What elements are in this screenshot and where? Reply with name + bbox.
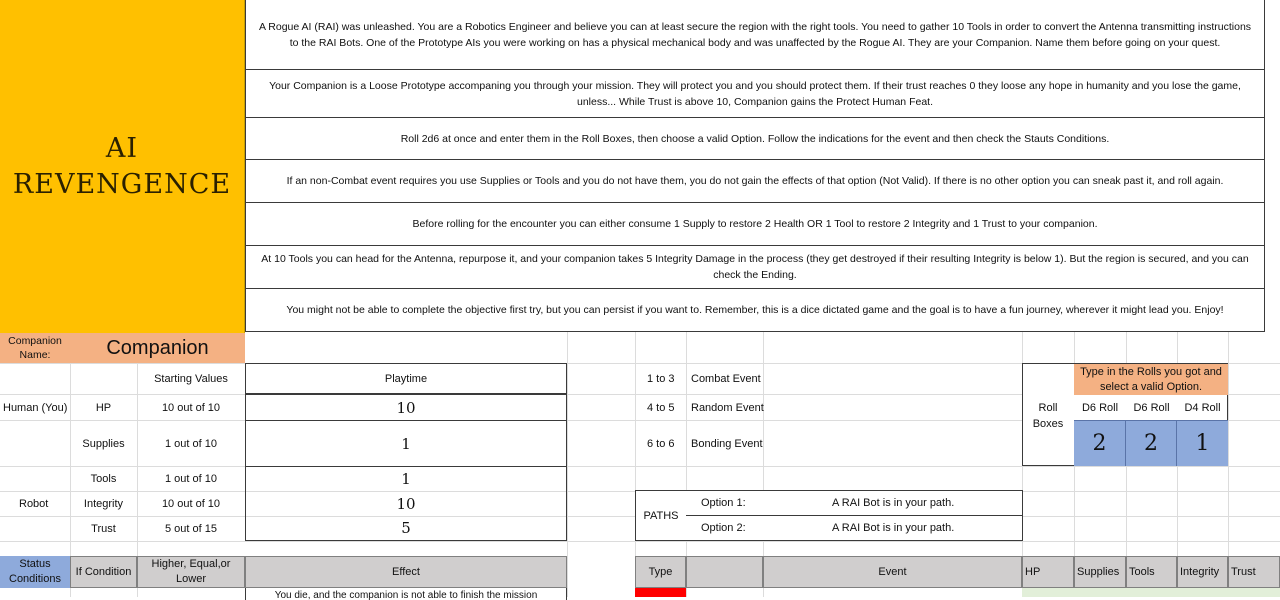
rule-supplies[interactable]: If an non-Combat event requires you use Supplies or Tools and you do not have them, you do not gain the effects of that option (Not Valid). If there is no other option you can sneak past it, and roll again.: [245, 160, 1265, 203]
stat-start-tools: 1 out of 10: [165, 473, 217, 485]
stat-start-trust: 5 out of 15: [165, 522, 217, 535]
status-conditions-header: Status Conditions: [0, 556, 70, 588]
paths-label: PATHS: [643, 509, 679, 522]
stat-label-tools: Tools: [90, 473, 117, 485]
rule-intro[interactable]: A Rogue AI (RAI) was unleashed. You are a Robotics Engineer and believe you can at least secure the region with the right tools. You need to gather 10 Tools in order to convert the Antenna transmitting instructions to the RAI Bots. One of the Prototype AIs you were working on has a physical mechanical body and was unaffected by the Rogue AI. They are your Companion. Name them before going on your quest.: [245, 0, 1265, 70]
stat-value-hp[interactable]: 10: [245, 394, 567, 421]
event-name-3: Bonding Event: [691, 438, 763, 450]
roll-header-d6-a: D6 Roll: [1081, 402, 1119, 414]
human-label: Human (You): [3, 402, 68, 414]
companion-name-label: Companion Name:: [0, 333, 70, 363]
paths-divider: [686, 515, 1022, 516]
rule-companion[interactable]: Your Companion is a Loose Prototype accompaning you through your mission. They will protect you and you should protect them. If their trust reaches 0 they loose any hope in humanity and you lose the game, unless... While Trust is above 10, Companion gains the Protect Human Feat.: [245, 70, 1265, 118]
effect-header: Effect: [245, 556, 567, 588]
if-condition-header: If Condition: [70, 556, 137, 588]
event-range-3: 6 to 6: [647, 438, 675, 450]
roll-value-d6-a[interactable]: 2: [1074, 420, 1126, 466]
log-header-event: Event: [763, 556, 1022, 588]
event-name-2: Random Event: [691, 402, 764, 414]
log-row-stats[interactable]: [1022, 588, 1280, 597]
stat-start-integrity: 10 out of 10: [161, 497, 221, 510]
event-range-2: 4 to 5: [647, 402, 675, 414]
rule-restore[interactable]: Before rolling for the encounter you can either consume 1 Supply to restore 2 Health OR 1 Tool to restore 2 Integrity and 1 Trust to your companion.: [245, 203, 1265, 246]
comparison-header: Higher, Equal,or Lower: [137, 556, 245, 588]
log-header-supplies: Supplies: [1074, 556, 1126, 588]
rule-antenna[interactable]: At 10 Tools you can head for the Antenna, repurpose it, and your companion takes 5 Integrity Damage in the process (they get destroyed if their resulting Integrity is below 1). But the region is secured, and you can check the Ending.: [245, 246, 1265, 289]
path-option-1-text[interactable]: A RAI Bot is in your path.: [832, 497, 955, 509]
roll-header-d4: D4 Roll: [1184, 402, 1221, 414]
stat-label-trust: Trust: [91, 522, 116, 535]
stat-value-integrity[interactable]: 10: [245, 491, 567, 516]
stat-value-trust[interactable]: 5: [245, 516, 567, 541]
log-row-type-combat[interactable]: [635, 588, 686, 597]
game-title-line2: REVENGENCE: [12, 168, 232, 200]
starting-values-header: Starting Values: [154, 373, 228, 385]
log-header-hp: HP: [1022, 556, 1074, 588]
stat-value-supplies[interactable]: 1: [245, 420, 567, 467]
stat-label-hp: HP: [95, 402, 112, 414]
robot-label: Robot: [19, 497, 49, 510]
stat-label-integrity: Integrity: [83, 497, 124, 510]
game-title-block: [0, 0, 245, 333]
rule-rolling[interactable]: Roll 2d6 at once and enter them in the Roll Boxes, then choose a valid Option. Follow the indications for the event and then check the Stauts Conditions.: [245, 118, 1265, 160]
log-header-trust: Trust: [1228, 556, 1280, 588]
playtime-header: Playtime: [245, 363, 567, 394]
path-option-2-text[interactable]: A RAI Bot is in your path.: [832, 522, 955, 534]
log-header-tools: Tools: [1126, 556, 1177, 588]
status-effect-first-row: You die, and the companion is not able to finish the mission: [245, 588, 567, 600]
roll-instruction: Type in the Rolls you got and select a valid Option.: [1074, 364, 1228, 395]
stat-start-hp: 10 out of 10: [161, 402, 221, 414]
roll-boxes-label: Roll Boxes: [1032, 402, 1064, 430]
roll-value-d6-b[interactable]: 2: [1126, 420, 1177, 466]
log-header-blank: [686, 556, 763, 588]
log-header-integrity: Integrity: [1177, 556, 1228, 588]
path-option-2-label[interactable]: Option 2:: [701, 522, 746, 534]
event-name-1: Combat Event: [691, 373, 761, 385]
roll-value-d4[interactable]: 1: [1177, 420, 1228, 466]
stat-value-tools[interactable]: 1: [245, 467, 567, 491]
companion-name-field[interactable]: Companion: [70, 333, 245, 363]
stat-start-supplies: 1 out of 10: [165, 437, 217, 450]
rule-persist[interactable]: You might not be able to complete the objective first try, but you can persist if you want to. Remember, this is a dice dictated game and the goal is to have a fun journey, wherever it might lead you. Enjoy!: [245, 289, 1265, 332]
log-header-type: Type: [635, 556, 686, 588]
event-range-1: 1 to 3: [647, 373, 675, 385]
stat-label-supplies: Supplies: [82, 437, 125, 450]
roll-header-d6-b: D6 Roll: [1133, 402, 1170, 414]
path-option-1-label[interactable]: Option 1:: [701, 497, 746, 509]
game-title-line1: AI: [105, 132, 139, 164]
